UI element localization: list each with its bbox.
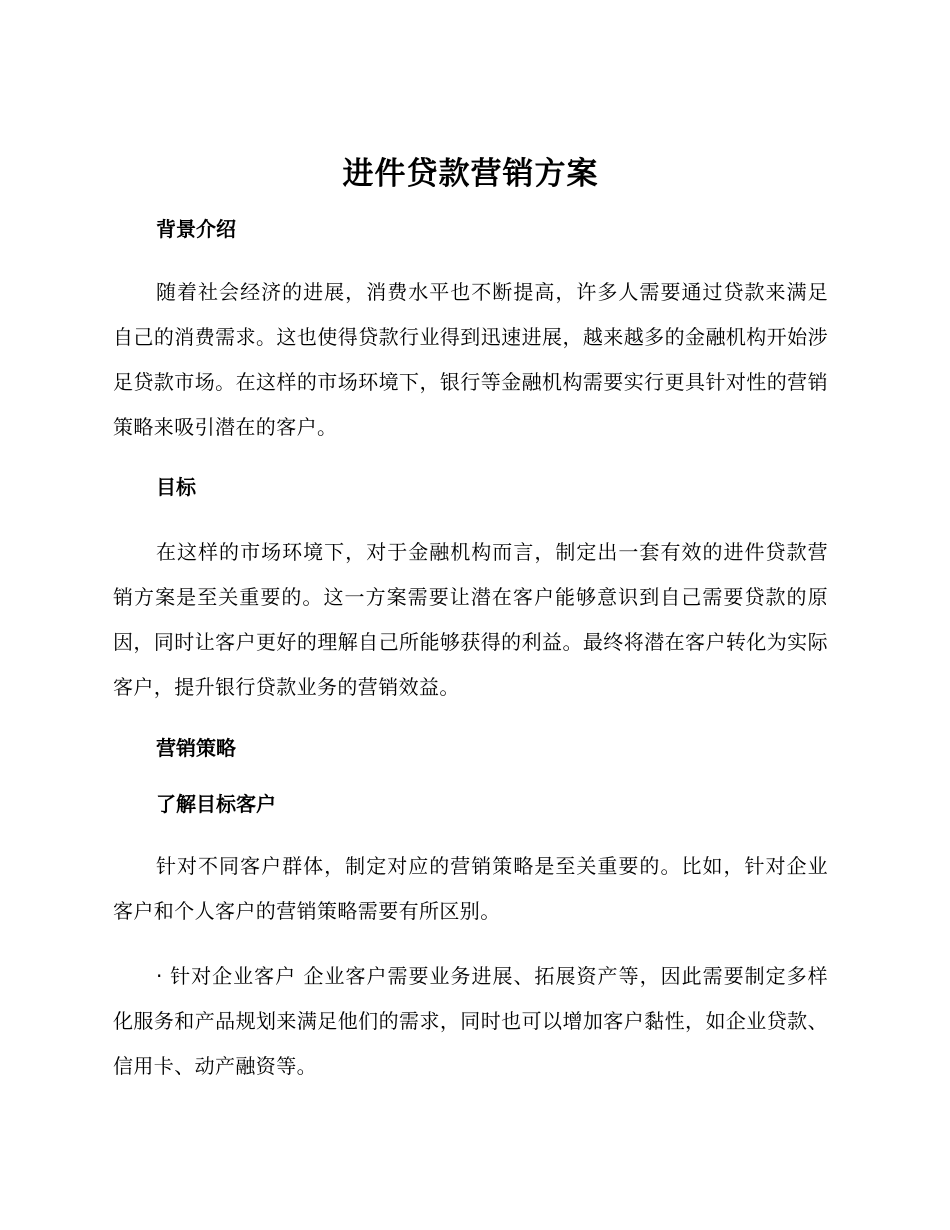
know-customer-paragraph: 针对不同客户群体，制定对应的营销策略是至关重要的。比如，针对企业客户和个人客户的营销策略需要有所区别。 bbox=[113, 854, 828, 923]
know-customer-heading: 了解目标客户 bbox=[156, 792, 276, 816]
background-paragraph: 随着社会经济的进展，消费水平也不断提高，许多人需要通过贷款来满足自己的消费需求。这也使得贷款行业得到迅速进展，越来越多的金融机构开始涉足贷款市场。在这样的市场环境下，银行等金融机构需要实行更具针对性的营销策略来吸引潜在的客户。 bbox=[113, 280, 828, 439]
goal-heading: 目标 bbox=[156, 475, 196, 499]
strategy-heading: 营销策略 bbox=[156, 736, 236, 760]
goal-paragraph: 在这样的市场环境下，对于金融机构而言，制定出一套有效的进件贷款营销方案是至关重要的。这一方案需要让潜在客户能够意识到自己需要贷款的原因，同时让客户更好的理解自己所能够获得的利益。最终将潜在客户转化为实际客户，提升银行贷款业务的营销效益。 bbox=[113, 540, 828, 699]
background-heading: 背景介绍 bbox=[156, 217, 236, 241]
document-title: 进件贷款营销方案 bbox=[342, 156, 599, 192]
enterprise-customer-paragraph: · 针对企业客户 企业客户需要业务进展、拓展资产等，因此需要制定多样化服务和产品规划来满足他们的需求，同时也可以增加客户黏性，如企业贷款、信用卡、动产融资等。 bbox=[113, 964, 828, 1078]
